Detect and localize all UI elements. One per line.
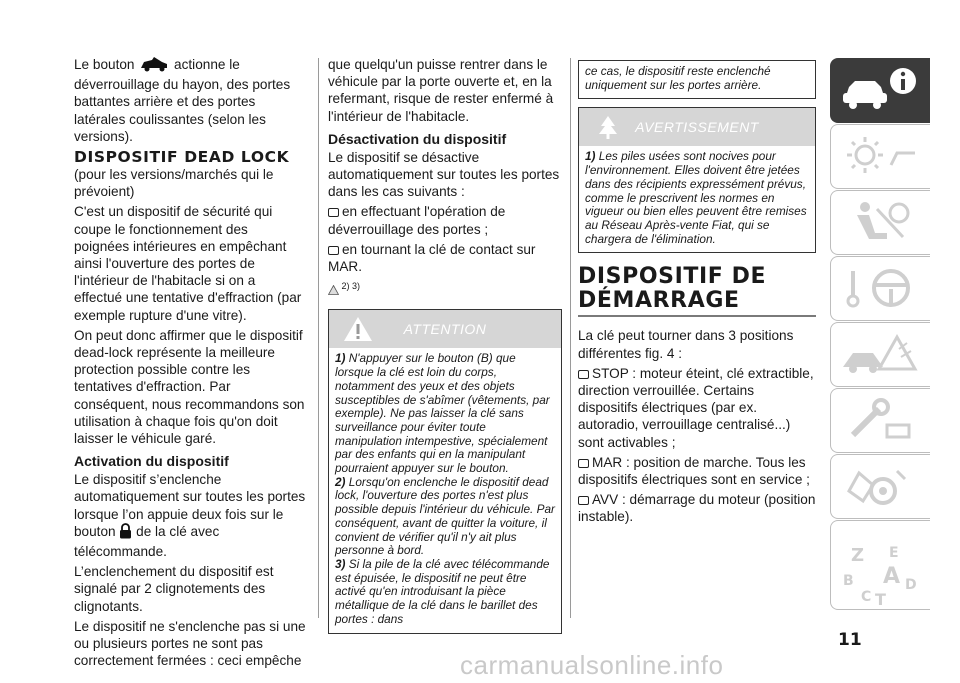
heading-rule bbox=[578, 315, 816, 317]
tab-maintenance[interactable] bbox=[830, 388, 930, 453]
paragraph: Le dispositif ne s'enclenche pas si une ou plusieurs portes ne sont pas correctement fermées : ceci empêche bbox=[74, 618, 306, 669]
warning-note bbox=[585, 150, 809, 246]
tab-driving[interactable] bbox=[830, 256, 930, 321]
page-number: 11 bbox=[838, 630, 862, 650]
steering-wheel-icon bbox=[839, 263, 923, 313]
note-text: N'appuyer sur le bouton (B) que lorsque la clé est loin du corps, notamment des yeux et des objets susceptibles de s'abîmer (vêtements, par exemple). Ne pas laisser la clé sans surveillance pour éviter toute manipulation intempestive, spécialement par des enfants qui en la manipulant pourraient appuyer sur le bouton. bbox=[335, 351, 550, 476]
watermark-footer: carmanualsonline.info bbox=[460, 650, 724, 680]
attention-header bbox=[329, 310, 561, 348]
bullet-icon bbox=[328, 208, 339, 217]
attention-note bbox=[335, 476, 555, 558]
trunk-open-icon bbox=[138, 56, 170, 76]
heading-demarrage bbox=[578, 265, 816, 313]
column-2 bbox=[328, 56, 562, 634]
alphabetical-index-icon bbox=[839, 527, 923, 607]
note-number: 2) bbox=[335, 474, 346, 489]
heading-line: DÉMARRAGE bbox=[578, 288, 740, 314]
list-item bbox=[578, 491, 816, 525]
wrench-service-icon bbox=[839, 395, 923, 445]
text: en effectuant l'opération de déverrouillage des portes ; bbox=[328, 204, 506, 237]
paragraph: On peut donc affirmer que le dispositif dead-lock représente la meilleure protection possible contre les tentatives d'effraction. Par conséquent, nous recommandons son utilisation à chaque fois qu'on doit laisser le véhicule garé. bbox=[74, 327, 305, 447]
paragraph: que quelqu'un puisse rentrer dans le véhicule par la porte ouverte et, en la refermant, risque de rester enfermé à l'intérieur de l'habitacle. bbox=[328, 57, 554, 124]
index-letter: B bbox=[843, 573, 854, 589]
column-divider bbox=[570, 58, 571, 618]
warning-triangle-icon bbox=[328, 284, 339, 301]
index-letter: A bbox=[883, 564, 901, 589]
heading-line: DISPOSITIF DE bbox=[578, 264, 767, 290]
note-number: 1) bbox=[335, 351, 346, 366]
continuation-text: ce cas, le dispositif reste enclenché uniquement sur les portes arrière. bbox=[585, 64, 771, 92]
list-item bbox=[578, 365, 816, 451]
note-references bbox=[328, 278, 562, 301]
index-letter: D bbox=[905, 577, 917, 593]
dashboard-lights-icon bbox=[839, 131, 923, 181]
tab-technical[interactable] bbox=[830, 454, 930, 519]
text: Le bouton bbox=[74, 57, 135, 72]
bullet-icon bbox=[578, 370, 589, 379]
paragraph: Le dispositif se désactive automatiquement sur toutes les portes dans les cas suivants : bbox=[328, 149, 560, 200]
tab-safety[interactable] bbox=[830, 190, 930, 255]
bullet-icon bbox=[578, 496, 589, 505]
paragraph: L’enclenchement du dispositif est signalé par 2 clignotements des clignotants. bbox=[74, 564, 274, 614]
paragraph: (pour les versions/marchés qui le prévoient) bbox=[74, 167, 274, 200]
text: Le dispositif s’enclenche automatiquement sur toutes les portes lorsque l’on appuie deux fois sur le bouton bbox=[74, 472, 306, 539]
attention-box bbox=[328, 309, 562, 633]
settings-car-icon bbox=[839, 461, 923, 511]
continuation-box bbox=[578, 60, 816, 99]
reference: 3) bbox=[352, 281, 361, 292]
text: de la clé avec télécommande. bbox=[74, 523, 220, 560]
tab-car-info[interactable] bbox=[830, 58, 930, 123]
heading-activation: Activation du dispositif bbox=[74, 453, 229, 470]
bullet-icon bbox=[328, 246, 339, 255]
index-letter: C bbox=[861, 589, 872, 605]
warning-box bbox=[578, 107, 816, 253]
reference: 2) bbox=[341, 281, 350, 292]
warning-body bbox=[579, 146, 815, 252]
car-info-icon bbox=[839, 65, 923, 115]
note-text: Lorsqu'on enclenche le dispositif dead lock, l'ouverture des portes n'est plus possible depuis l'intérieur du véhicule. Par conséquent, avant de quitter la voiture, il convient de vérifier qu'il n'y ait plus personne à bord. bbox=[335, 474, 555, 558]
text: MAR : position de marche. Tous les dispositifs électriques sont en service ; bbox=[578, 454, 810, 487]
warning-header bbox=[579, 108, 815, 146]
activation-paragraph bbox=[74, 471, 306, 560]
text: actionne le déverrouillage du hayon, des portes battantes arrière et des portes latérales coulissantes (selon les versions). bbox=[74, 57, 291, 144]
text: STOP : moteur éteint, clé extractible, direction verrouillée. Certains dispositifs électriques (par ex. autoradio, verrouillage centralisé...) sont activables ; bbox=[578, 365, 814, 450]
note-text: Les piles usées sont nocives pour l'environnement. Elles doivent être jetées dans des récipients expressément prévus, comme le prescrivent les normes en vigueur ou bien elles peuvent être remises au Réseau Après-vente Fiat, qui se chargera de l'élimination. bbox=[585, 149, 807, 246]
index-letter: T bbox=[875, 590, 886, 607]
tab-dashboard[interactable] bbox=[830, 124, 930, 189]
column-1 bbox=[74, 56, 306, 673]
list-item bbox=[328, 241, 562, 275]
note-text: Si la pile de la clé avec télécommande est épuisée, le dispositif ne peut être activé qu'en introduisant la pièce métallique de la clé dans le barillet des portes : dans bbox=[335, 556, 550, 626]
attention-title: ATTENTION bbox=[403, 321, 487, 338]
attention-note bbox=[335, 558, 555, 627]
note-number: 3) bbox=[335, 556, 346, 571]
index-letter: E bbox=[889, 545, 899, 561]
text: AVV : démarrage du moteur (position instable). bbox=[578, 492, 816, 525]
padlock-icon bbox=[119, 523, 132, 543]
note-number: 1) bbox=[585, 149, 596, 164]
airbag-seat-icon bbox=[839, 197, 923, 247]
tab-index[interactable] bbox=[830, 520, 930, 610]
attention-body bbox=[329, 348, 561, 632]
column-3 bbox=[578, 56, 816, 529]
list-item bbox=[578, 454, 816, 488]
heading-deactivation: Désactivation du dispositif bbox=[328, 130, 507, 147]
index-letter: Z bbox=[851, 545, 865, 566]
paragraph: C'est un dispositif de sécurité qui coupe le fonctionnement des poignées intérieures en empêchant ainsi l'ouverture des portes de l'intérieur de l'habitacle si on a effectué une tentative d'effraction (par exemple rupture d'une vitre). bbox=[74, 204, 302, 323]
heading-dead-lock: DISPOSITIF DEAD LOCK bbox=[74, 148, 290, 167]
tab-emergency[interactable] bbox=[830, 322, 930, 387]
paragraph: La clé peut tourner dans 3 positions différentes fig. 4 : bbox=[578, 328, 794, 361]
text: en tournant la clé de contact sur MAR. bbox=[328, 241, 536, 275]
bullet-icon bbox=[578, 459, 589, 468]
attention-note bbox=[335, 352, 555, 475]
list-item bbox=[328, 203, 562, 237]
column-divider bbox=[318, 58, 319, 618]
hayon-paragraph bbox=[74, 56, 306, 145]
warning-crash-icon bbox=[839, 329, 923, 379]
warning-title: AVERTISSEMENT bbox=[635, 119, 759, 136]
